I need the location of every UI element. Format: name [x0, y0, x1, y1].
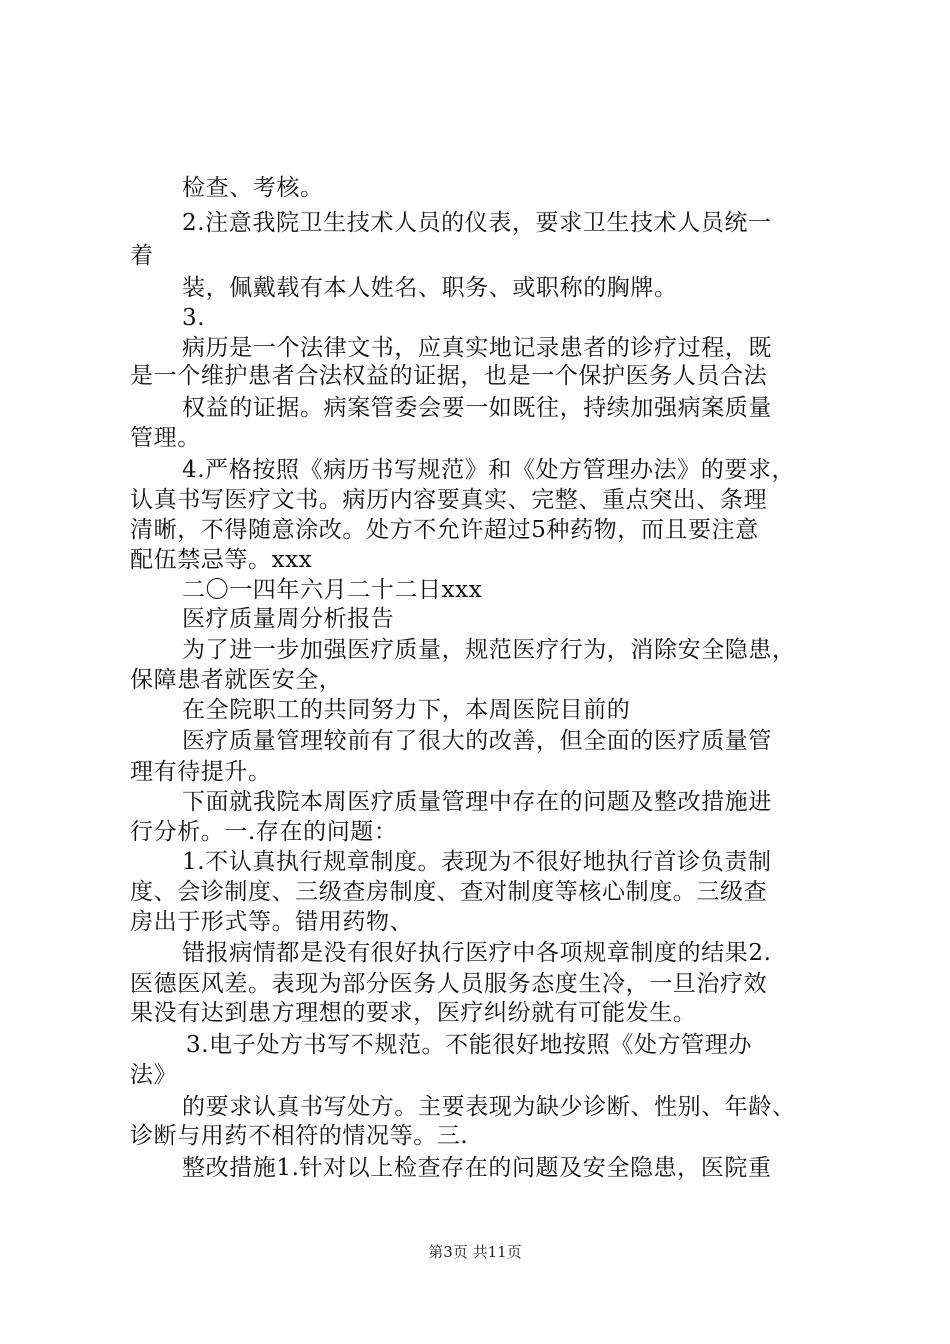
text-line: 3.: [182, 305, 206, 331]
text-line: 医疗质量周分析报告: [182, 606, 395, 632]
text-line: 1.不认真执行规章制度。表现为不很好地执行首诊负责制: [182, 849, 772, 875]
text-line: 保障患者就医安全，: [130, 667, 343, 693]
text-line: 度、会诊制度、三级查房制度、查对制度等核心制度。三级查: [130, 879, 768, 905]
text-line: 清晰，不得随意涂改。处方不允许超过5种药物，而且要注意: [130, 517, 759, 543]
text-line: 行分析。一.存在的问题：: [130, 819, 398, 845]
text-line: 认真书写医疗文书。病历内容要真实、完整、重点突出、条理: [130, 487, 768, 513]
text-line: 整改措施1.针对以上检查存在的问题及安全隐患，医院重: [182, 1155, 772, 1181]
text-line: 2.注意我院卫生技术人员的仪表，要求卫生技术人员统一: [182, 210, 772, 236]
page-number-footer: 第3页 共11页: [428, 1243, 522, 1261]
text-line: 装，佩戴载有本人姓名、职务、或职称的胸牌。: [182, 275, 678, 301]
text-line: 下面就我院本周医疗质量管理中存在的问题及整改措施进: [182, 789, 772, 815]
text-line: 理有待提升。: [130, 759, 272, 785]
text-line: 错报病情都是没有很好执行医疗中各项规章制度的结果2.: [182, 940, 772, 966]
text-line: 4.严格按照《病历书写规范》和《处方管理办法》的要求，: [182, 457, 796, 483]
text-line: 果没有达到患方理想的要求，医疗纠纷就有可能发生。: [130, 1000, 697, 1026]
text-line: 管理。: [130, 425, 201, 451]
text-line: 为了进一步加强医疗质量，规范医疗行为，消除安全隐患，: [182, 637, 796, 663]
text-line: 在全院职工的共同努力下，本周医院目前的: [182, 697, 631, 723]
text-line: 医德医风差。表现为部分医务人员服务态度生冷，一旦治疗效: [130, 971, 768, 997]
text-line: 诊断与用药不相符的情况等。三.: [130, 1123, 469, 1149]
text-line: 权益的证据。病案管委会要一如既往，持续加强病案质量: [182, 395, 772, 421]
text-line: 检查、考核。: [182, 175, 324, 201]
text-line: 法》: [130, 1062, 178, 1088]
text-line: 医疗质量管理较前有了很大的改善，但全面的医疗质量管: [182, 728, 772, 754]
text-line: 二〇一四年六月二十二日xxx: [182, 577, 483, 603]
text-line: 配伍禁忌等。xxx: [130, 547, 313, 573]
text-line: 着: [130, 243, 154, 269]
text-line: 病历是一个法律文书，应真实地记录患者的诊疗过程，既: [182, 335, 772, 361]
text-line: 的要求认真书写处方。主要表现为缺少诊断、性别、年龄、: [182, 1094, 796, 1120]
text-line: 3.电子处方书写不规范。不能很好地按照《处方管理办: [186, 1032, 752, 1058]
text-line: 是一个维护患者合法权益的证据，也是一个保护医务人员合法: [130, 363, 768, 389]
text-line: 房出于形式等。错用药物、: [130, 909, 414, 935]
